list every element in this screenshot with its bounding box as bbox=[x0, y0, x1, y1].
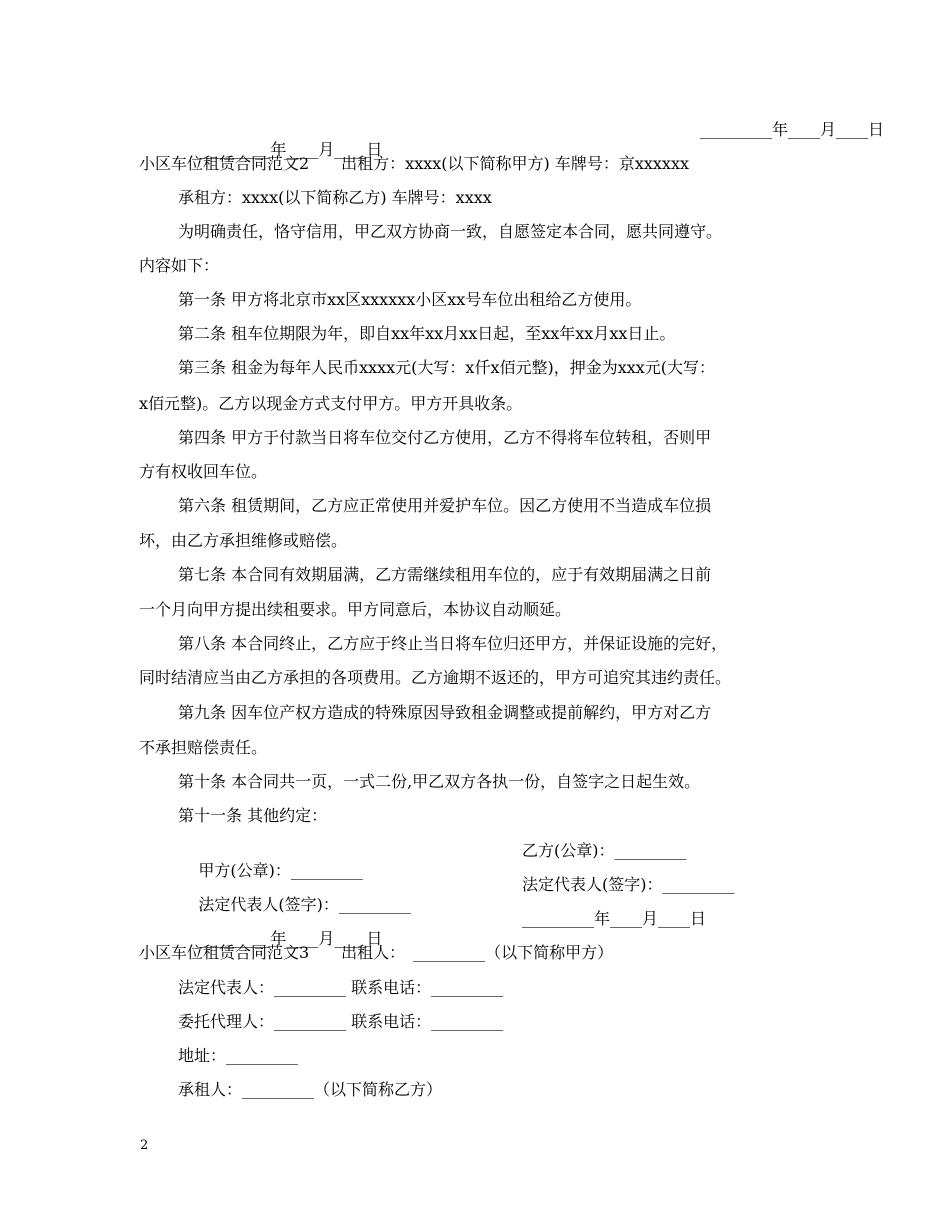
paragraph: 地址：_________ bbox=[178, 1046, 299, 1065]
party-b-seal: 乙方(公章)：_________ bbox=[522, 841, 687, 860]
heading-contract-2: 小区车位租赁合同范文2 出租方：xxxx(以下简称甲方) 车牌号：京xxxxxx bbox=[139, 154, 689, 173]
paragraph: 承租方：xxxx(以下简称乙方) 车牌号：xxxx bbox=[178, 188, 492, 207]
signature-line bbox=[178, 875, 858, 914]
clause-6-cont: 坏，由乙方承担维修或赔偿。 bbox=[139, 531, 348, 550]
clause-7: 第七条 本合同有效期届满，乙方需继续租用车位的，应于有效期届满之日前 bbox=[178, 565, 712, 584]
heading-contract-3: 小区车位租赁合同范文3 出租人： _________（以下简称甲方） bbox=[139, 943, 614, 962]
date-line bbox=[178, 909, 858, 948]
date-line bbox=[178, 120, 885, 159]
clause-9: 第九条 因车位产权方造成的特殊原因导致租金调整或提前解约，甲方对乙方 bbox=[178, 703, 712, 722]
party-a-seal: 甲方(公章)：_________ bbox=[198, 861, 363, 880]
paragraph: 承租人：_________（以下简称乙方） bbox=[178, 1080, 443, 1099]
date-right: _________年____月____日 bbox=[700, 120, 885, 139]
date-right: _________年____月____日 bbox=[522, 909, 707, 928]
clause-7-cont: 一个月向甲方提出续租要求。甲方同意后，本协议自动顺延。 bbox=[139, 600, 572, 619]
clause-9-cont: 不承担赔偿责任。 bbox=[139, 738, 268, 757]
party-a-representative: 法定代表人(签字)：_________ bbox=[198, 895, 411, 914]
paragraph: 委托代理人：_________ 联系电话：_________ bbox=[178, 1012, 504, 1031]
date-left: _________年____月____日 bbox=[198, 929, 383, 948]
seal-line bbox=[178, 841, 858, 880]
clause-3-cont: x佰元整)。乙方以现金方式支付甲方。甲方开具收条。 bbox=[139, 394, 523, 413]
clause-8-cont: 同时结清应当由乙方承担的各项费用。乙方逾期不返还的，甲方可追究其违约责任。 bbox=[139, 668, 732, 687]
clause-2: 第二条 租车位期限为年，即自xx年xx月xx日起，至xx年xx月xx日止。 bbox=[178, 324, 676, 343]
paragraph: 为明确责任，恪守信用，甲乙双方协商一致，自愿签定本合同，愿共同遵守。 bbox=[178, 222, 723, 241]
clause-4: 第四条 甲方于付款当日将车位交付乙方使用，乙方不得将车位转租，否则甲 bbox=[178, 428, 712, 447]
clause-10: 第十条 本合同共一页，一式二份,甲乙双方各执一份，自签字之日起生效。 bbox=[178, 772, 701, 791]
clause-4-cont: 方有权收回车位。 bbox=[139, 462, 268, 481]
clause-3: 第三条 租金为每年人民币xxxx元(大写：x仟x佰元整)，押金为xxx元(大写： bbox=[178, 358, 716, 377]
clause-8: 第八条 本合同终止，乙方应于终止当日将车位归还甲方，并保证设施的完好， bbox=[178, 634, 728, 653]
paragraph: 法定代表人：_________ 联系电话：_________ bbox=[178, 978, 504, 997]
clause-1: 第一条 甲方将北京市xx区xxxxxx小区xx号车位出租给乙方使用。 bbox=[178, 290, 642, 309]
date-left: _________年____月____日 bbox=[198, 140, 383, 159]
paragraph: 内容如下： bbox=[139, 256, 220, 275]
clause-6: 第六条 租赁期间，乙方应正常使用并爱护车位。因乙方使用不当造成车位损 bbox=[178, 496, 712, 515]
page-number: 2 bbox=[140, 1138, 149, 1153]
clause-11: 第十一条 其他约定： bbox=[178, 806, 328, 825]
party-b-representative: 法定代表人(签字)：_________ bbox=[522, 875, 735, 894]
